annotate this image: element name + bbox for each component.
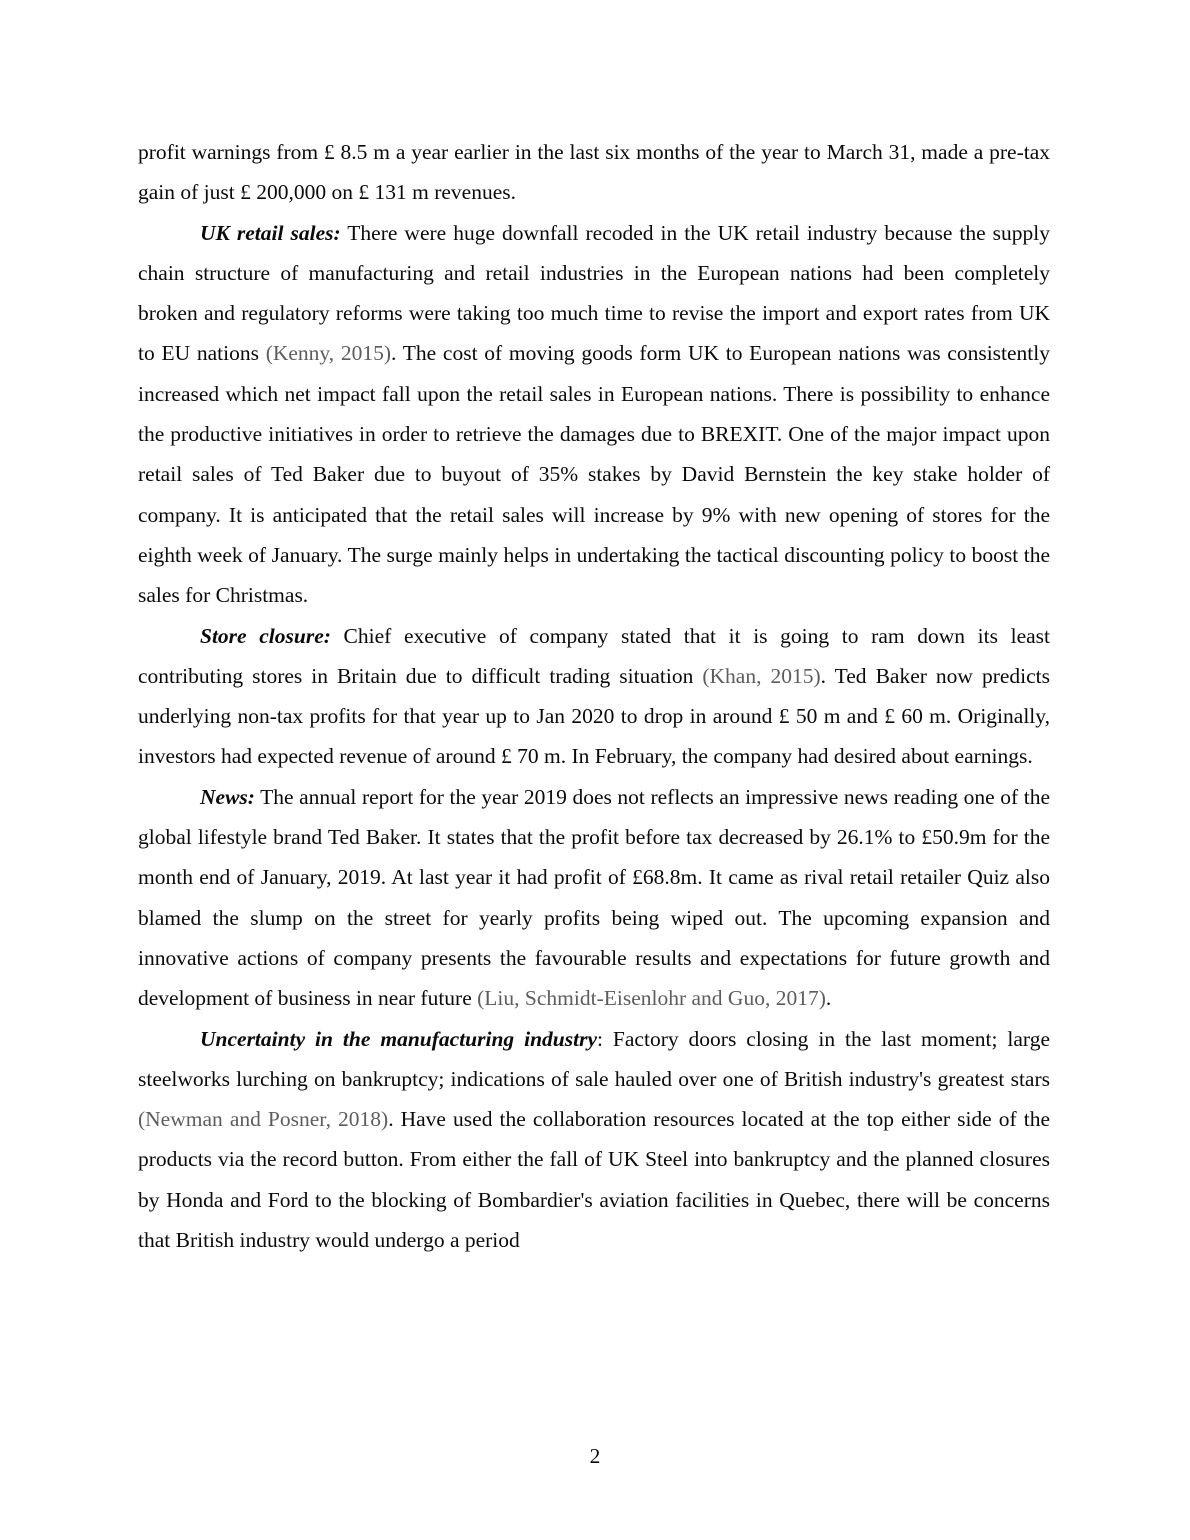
paragraph	[138, 777, 1050, 1019]
citation-reference: (Khan, 2015)	[702, 663, 821, 688]
paragraph	[138, 1019, 1050, 1261]
run-in-heading: Store closure:	[200, 623, 331, 648]
citation-reference: (Kenny, 2015)	[265, 341, 392, 366]
page-number: 2	[589, 1444, 601, 1468]
run-in-heading: Uncertainty in the manufacturing industry	[200, 1026, 598, 1051]
page-body-text	[138, 132, 1050, 1260]
paragraph	[138, 132, 1050, 213]
citation-reference: (Liu, Schmidt-Eisenlohr and Guo, 2017)	[477, 986, 826, 1011]
body-text-run: .	[825, 986, 832, 1011]
citation-reference: (Newman and Posner, 2018)	[138, 1107, 389, 1132]
body-text-run: Chief executive of company stated that it is going to ram down its least contributing stores in Britain due to difficult trading situation	[138, 623, 1050, 688]
body-text-run: profit warnings from £ 8.5 m a year earlier in the last six months of the year to March 31, made a pre-tax gain of just £ 200,000 on £ 131 m revenues.	[138, 140, 1050, 205]
body-text-run: The annual report for the year 2019 does not reflects an impressive news reading one of the global lifestyle brand Ted Baker. It states that the profit before tax decreased by 26.1% to £50.9m for the month end of January, 2019. At last year it had profit of £68.8m. It came as rival retail retailer Quiz also blamed the slump on the street for yearly profits being wiped out. The upcoming expansion and innovative actions of company presents the favourable results and expectations for future growth and development of business in near future	[138, 784, 1050, 1011]
run-in-heading: News:	[200, 784, 255, 809]
body-text-run: : Factory doors closing in the last moment; large steelworks lurching on bankruptcy; indications of sale hauled over one of British industry's greatest stars	[138, 1026, 1050, 1091]
body-text-run: . Ted Baker now predicts underlying non-tax profits for that year up to Jan 2020 to drop in around £ 50 m and £ 60 m. Originally, investors had expected revenue of around £ 70 m. In February, the company had desired about earnings.	[138, 663, 1051, 769]
body-text-run: . Have used the collaboration resources located at the top either side of the products via the record button. From either the fall of UK Steel into bankruptcy and the planned closures by Honda and Ford to the blocking of Bombardier's aviation facilities in Quebec, there will be concerns that British industry would undergo a period	[138, 1107, 1051, 1253]
body-text-run: There were huge downfall recoded in the UK retail industry because the supply chain structure of manufacturing and retail industries in the European nations had been completely broken and regulatory reforms were taking too much time to revise the import and export rates from UK to EU nations	[138, 220, 1051, 366]
body-text-run: . The cost of moving goods form UK to European nations was consistently increased which net impact fall upon the retail sales in European nations. There is possibility to enhance the productive initiatives in order to retrieve the damages due to BREXIT. One of the major impact upon retail sales of Ted Baker due to buyout of 35% stakes by David Bernstein the key stake holder of company. It is anticipated that the retail sales will increase by 9% with new opening of stores for the eighth week of January. The surge mainly helps in undertaking the tactical discounting policy to boost the sales for Christmas.	[138, 341, 1050, 608]
paragraph	[138, 213, 1050, 616]
paragraph	[138, 616, 1050, 777]
run-in-heading: UK retail sales:	[200, 220, 341, 245]
